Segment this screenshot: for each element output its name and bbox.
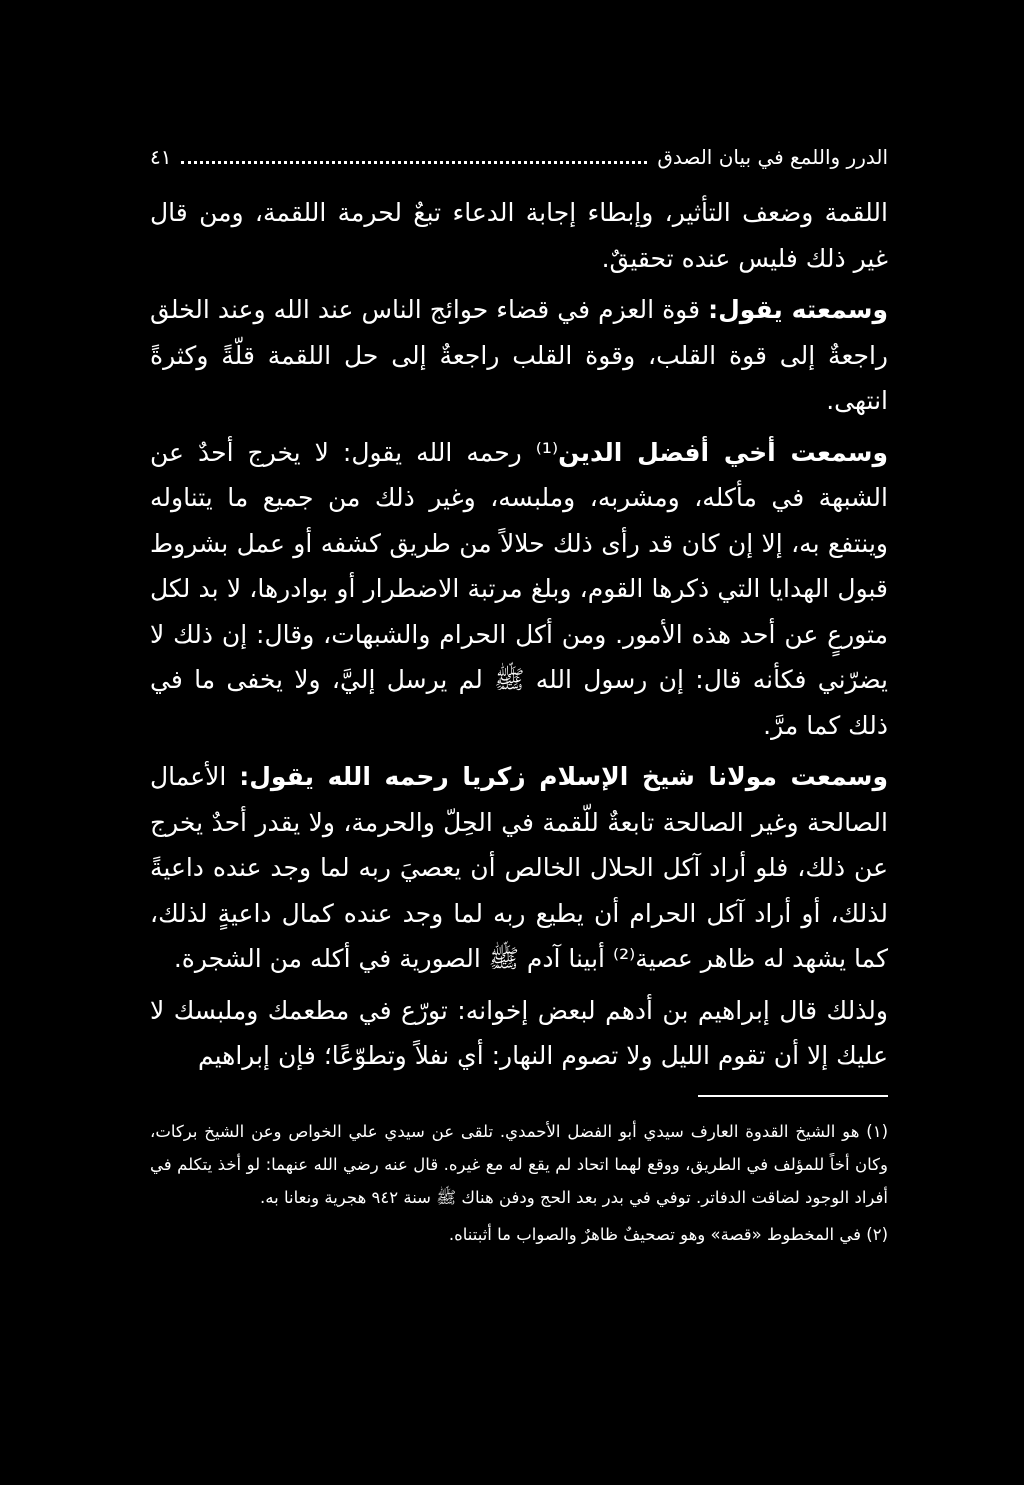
paragraph	[150, 430, 888, 749]
footnote: (٢) في المخطوط «قصة» وهو تصحيفٌ ظاهرٌ والصواب ما أثبتناه.	[448, 1225, 888, 1244]
paragraph-text: ولذلك قال إبراهيم بن أدهم لبعض إخوانه: تورّع في مطعمك وملبسك لا عليك إلا أن تقوم الليل ولا تصوم النهار: أي نفلاً وتطوّعًا؛ فإن إبراهيم	[150, 995, 888, 1070]
paragraph-lead: وسمعت أخي أفضل الدين	[558, 437, 888, 467]
main-text	[150, 190, 888, 1079]
paragraph	[150, 754, 888, 982]
paragraph	[150, 190, 888, 281]
paragraph	[150, 287, 888, 424]
paragraph-lead: وسمعت مولانا شيخ الإسلام زكريا رحمه الله يقول:	[239, 762, 889, 791]
paragraph-text: الأعمال الصالحة وغير الصالحة تابعةٌ للّقمة في الحِلّ والحرمة، ولا يقدر أحدٌ يخرج عن ذلك، فلو أراد آكل الحلال الخالص أن يعصيَ ربه لما وجد عنده داعيةً لذلك، أو أراد آكل الحرام أن يطيع ربه لما وجد عنده كمال داعيةٍ لذلك، كما يشهد له ظاهر عصية⁽²⁾ أبينا آدم ﷺ الصورية في أكله من الشجرة.	[150, 762, 888, 973]
paragraph-lead: وسمعته يقول:	[708, 295, 888, 324]
running-title: الدرر واللمع في بيان الصدق	[657, 145, 888, 169]
page-number: ٤١	[150, 145, 172, 169]
footnote-separator	[698, 1095, 888, 1097]
paragraph-text: اللقمة وضعف التأثير، وإبطاء إجابة الدعاء تبعٌ لحرمة اللقمة، ومن قال غير ذلك فليس عنده تحقيقٌ.	[150, 198, 888, 273]
paragraph-text: قوة العزم في قضاء حوائج الناس عند الله وعند الخلق راجعةٌ إلى قوة القلب، وقوة القلب راجعةٌ إلى حل اللقمة قلّةً وكثرةً انتهى.	[150, 295, 888, 415]
dot-leader	[181, 151, 647, 164]
paragraph-text: ⁽¹⁾ رحمه الله يقول: لا يخرج أحدٌ عن الشبهة في مأكله، ومشربه، وملبسه، وغير ذلك من جميع ما يتناوله وينتفع به، إلا إن كان قد رأى ذلك حلالاً من طريق كشفه أو عمل بشروط قبول الهدايا التي ذكرها القوم، وبلغ مرتبة الاضطرار أو بوادرها، لا بد لكل متورعٍ عن أحد هذه الأمور. ومن أكل الحرام والشبهات، وقال: إن ذلك لا يضرّني فكأنه قال: إن رسول الله ﷺ لم يرسل إليَّ، ولا يخفى ما في ذلك كما مرَّ.	[150, 437, 888, 740]
page-header	[150, 142, 888, 172]
paragraph	[150, 988, 888, 1079]
footnote: (١) هو الشيخ القدوة العارف سيدي أبو الفضل الأحمدي. تلقى عن سيدي علي الخواص وعن الشيخ بركات، وكان أخاً للمؤلف في الطريق، ووقع لهما اتحاد لم يقع له مع غيره. قال عنه رضي الله عنهما: لو أخذ يتكلم في أفراد الوجود لضاقت الدفاتر. توفي في بدر بعد الحج ودفن هناك ﷺ سنة ٩٤٢ هجرية ونعانا به.	[150, 1122, 888, 1207]
footnotes	[150, 1115, 888, 1255]
